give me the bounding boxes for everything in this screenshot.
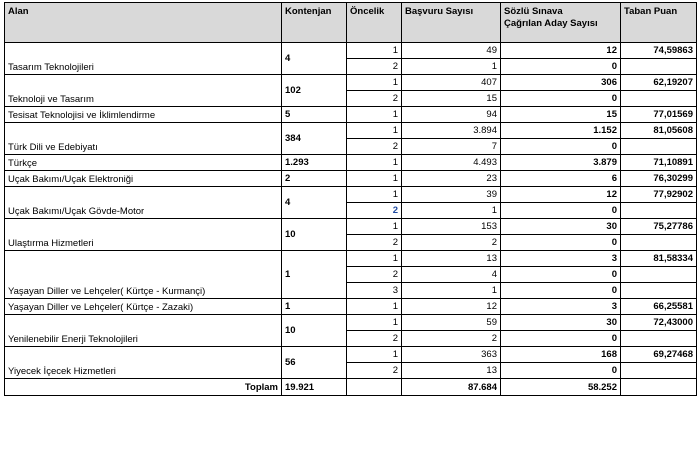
- sozlu-cell: 0: [501, 203, 621, 219]
- taban-puan-cell: 81,58334: [621, 251, 697, 267]
- oncelik-cell: 2: [347, 91, 402, 107]
- taban-puan-cell: 75,27786: [621, 219, 697, 235]
- alan-cell: Yiyecek İçecek Hizmetleri: [5, 347, 282, 379]
- sozlu-cell: 3: [501, 299, 621, 315]
- total-basvuru: 87.684: [402, 379, 501, 396]
- basvuru-cell: 3.894: [402, 123, 501, 139]
- kontenjan-cell: 4: [282, 43, 347, 75]
- basvuru-cell: 2: [402, 331, 501, 347]
- alan-cell: Teknoloji ve Tasarım: [5, 75, 282, 107]
- taban-puan-cell: [621, 59, 697, 75]
- oncelik-cell: 1: [347, 155, 402, 171]
- basvuru-cell: 4: [402, 267, 501, 283]
- basvuru-cell: 7: [402, 139, 501, 155]
- alan-cell: Türkçe: [5, 155, 282, 171]
- basvuru-cell: 39: [402, 187, 501, 203]
- total-kontenjan: 19.921: [282, 379, 347, 396]
- basvuru-cell: 94: [402, 107, 501, 123]
- sozlu-cell: 1.152: [501, 123, 621, 139]
- alan-cell: Yenilenebilir Enerji Teknolojileri: [5, 315, 282, 347]
- oncelik-cell: 2: [347, 235, 402, 251]
- taban-puan-cell: 81,05608: [621, 123, 697, 139]
- taban-puan-cell: 77,92902: [621, 187, 697, 203]
- table-row: [5, 187, 697, 203]
- oncelik-cell: 1: [347, 347, 402, 363]
- basvuru-cell: 13: [402, 251, 501, 267]
- sozlu-cell: 0: [501, 235, 621, 251]
- taban-puan-cell: [621, 91, 697, 107]
- sozlu-cell: 3: [501, 251, 621, 267]
- total-row: [5, 379, 697, 396]
- alan-cell: Uçak Bakımı/Uçak Gövde-Motor: [5, 187, 282, 219]
- kontenjan-cell: 102: [282, 75, 347, 107]
- sozlu-cell: 0: [501, 267, 621, 283]
- sozlu-cell: 12: [501, 43, 621, 59]
- basvuru-cell: 363: [402, 347, 501, 363]
- kontenjan-cell: 4: [282, 187, 347, 219]
- sozlu-cell: 0: [501, 59, 621, 75]
- basvuru-cell: 4.493: [402, 155, 501, 171]
- basvuru-cell: 2: [402, 235, 501, 251]
- total-sozlu: 58.252: [501, 379, 621, 396]
- sozlu-cell: 0: [501, 91, 621, 107]
- sozlu-cell: 15: [501, 107, 621, 123]
- table-row: [5, 299, 697, 315]
- alan-cell: Yaşayan Diller ve Lehçeler( Kürtçe - Kurmançi): [5, 251, 282, 299]
- header-row: [5, 3, 697, 43]
- basvuru-cell: 1: [402, 283, 501, 299]
- sozlu-cell: 0: [501, 363, 621, 379]
- oncelik-cell: 1: [347, 315, 402, 331]
- kontenjan-cell: 384: [282, 123, 347, 155]
- taban-puan-cell: 74,59863: [621, 43, 697, 59]
- table-row: [5, 107, 697, 123]
- kontenjan-cell: 1: [282, 251, 347, 299]
- basvuru-cell: 13: [402, 363, 501, 379]
- taban-puan-cell: 71,10891: [621, 155, 697, 171]
- oncelik-cell: 1: [347, 123, 402, 139]
- header-sozlu-line1: Sözlü Sınava: [504, 6, 563, 17]
- taban-puan-cell: 72,43000: [621, 315, 697, 331]
- oncelik-cell: 1: [347, 171, 402, 187]
- basvuru-cell: 15: [402, 91, 501, 107]
- kontenjan-cell: 56: [282, 347, 347, 379]
- basvuru-cell: 49: [402, 43, 501, 59]
- kontenjan-cell: 5: [282, 107, 347, 123]
- header-sozlu-line2: Çağrılan Aday Sayısı: [504, 18, 598, 29]
- basvuru-cell: 59: [402, 315, 501, 331]
- taban-puan-cell: 62,19207: [621, 75, 697, 91]
- table-row: [5, 75, 697, 91]
- oncelik-cell: 2: [347, 59, 402, 75]
- sozlu-cell: 6: [501, 171, 621, 187]
- alan-cell: Yaşayan Diller ve Lehçeler( Kürtçe - Zazaki): [5, 299, 282, 315]
- alan-cell: Tasarım Teknolojileri: [5, 43, 282, 75]
- oncelik-cell: 1: [347, 251, 402, 267]
- quota-results-table: [4, 2, 697, 396]
- basvuru-cell: 12: [402, 299, 501, 315]
- sozlu-cell: 0: [501, 139, 621, 155]
- taban-puan-cell: [621, 203, 697, 219]
- oncelik-cell: 1: [347, 107, 402, 123]
- table-row: [5, 251, 697, 267]
- oncelik-cell: 1: [347, 299, 402, 315]
- oncelik-cell: 1: [347, 219, 402, 235]
- table-body: [5, 43, 697, 379]
- kontenjan-cell: 2: [282, 171, 347, 187]
- table-row: [5, 43, 697, 59]
- table-row: [5, 155, 697, 171]
- kontenjan-cell: 10: [282, 219, 347, 251]
- table-row: [5, 219, 697, 235]
- header-sozlu: [501, 3, 621, 43]
- oncelik-cell: 2: [347, 267, 402, 283]
- sozlu-cell: 306: [501, 75, 621, 91]
- oncelik-cell: 3: [347, 283, 402, 299]
- alan-cell: Uçak Bakımı/Uçak Elektroniği: [5, 171, 282, 187]
- sozlu-cell: 168: [501, 347, 621, 363]
- header-basvuru: Başvuru Sayısı: [402, 3, 501, 43]
- sozlu-cell: 12: [501, 187, 621, 203]
- taban-puan-cell: 69,27468: [621, 347, 697, 363]
- header-taban: Taban Puan: [621, 3, 697, 43]
- alan-cell: Tesisat Teknolojisi ve İklimlendirme: [5, 107, 282, 123]
- table-row: [5, 123, 697, 139]
- oncelik-cell: 1: [347, 43, 402, 59]
- taban-puan-cell: 66,25581: [621, 299, 697, 315]
- table-row: [5, 171, 697, 187]
- oncelik-cell: 2: [347, 363, 402, 379]
- basvuru-cell: 23: [402, 171, 501, 187]
- header-alan: Alan: [5, 3, 282, 43]
- taban-puan-cell: [621, 331, 697, 347]
- oncelik-cell: 1: [347, 75, 402, 91]
- sozlu-cell: 0: [501, 283, 621, 299]
- basvuru-cell: 1: [402, 203, 501, 219]
- total-oncelik-empty: [347, 379, 402, 396]
- taban-puan-cell: [621, 283, 697, 299]
- basvuru-cell: 1: [402, 59, 501, 75]
- sozlu-cell: 30: [501, 219, 621, 235]
- basvuru-cell: 407: [402, 75, 501, 91]
- alan-cell: Ulaştırma Hizmetleri: [5, 219, 282, 251]
- oncelik-cell: 1: [347, 187, 402, 203]
- sozlu-cell: 0: [501, 331, 621, 347]
- taban-puan-cell: 76,30299: [621, 171, 697, 187]
- oncelik-cell: 2: [347, 139, 402, 155]
- alan-cell: Türk Dili ve Edebiyatı: [5, 123, 282, 155]
- kontenjan-cell: 1: [282, 299, 347, 315]
- oncelik-cell: 2: [347, 203, 402, 219]
- kontenjan-cell: 10: [282, 315, 347, 347]
- taban-puan-cell: [621, 139, 697, 155]
- taban-puan-cell: [621, 235, 697, 251]
- basvuru-cell: 153: [402, 219, 501, 235]
- header-oncelik: Öncelik: [347, 3, 402, 43]
- results-table-container: [4, 2, 697, 396]
- sozlu-cell: 3.879: [501, 155, 621, 171]
- table-row: [5, 315, 697, 331]
- sozlu-cell: 30: [501, 315, 621, 331]
- header-kontenjan: Kontenjan: [282, 3, 347, 43]
- taban-puan-cell: [621, 363, 697, 379]
- oncelik-cell: 2: [347, 331, 402, 347]
- table-row: [5, 347, 697, 363]
- total-taban-empty: [621, 379, 697, 396]
- kontenjan-cell: 1.293: [282, 155, 347, 171]
- taban-puan-cell: 77,01569: [621, 107, 697, 123]
- taban-puan-cell: [621, 267, 697, 283]
- total-label: Toplam: [5, 379, 282, 396]
